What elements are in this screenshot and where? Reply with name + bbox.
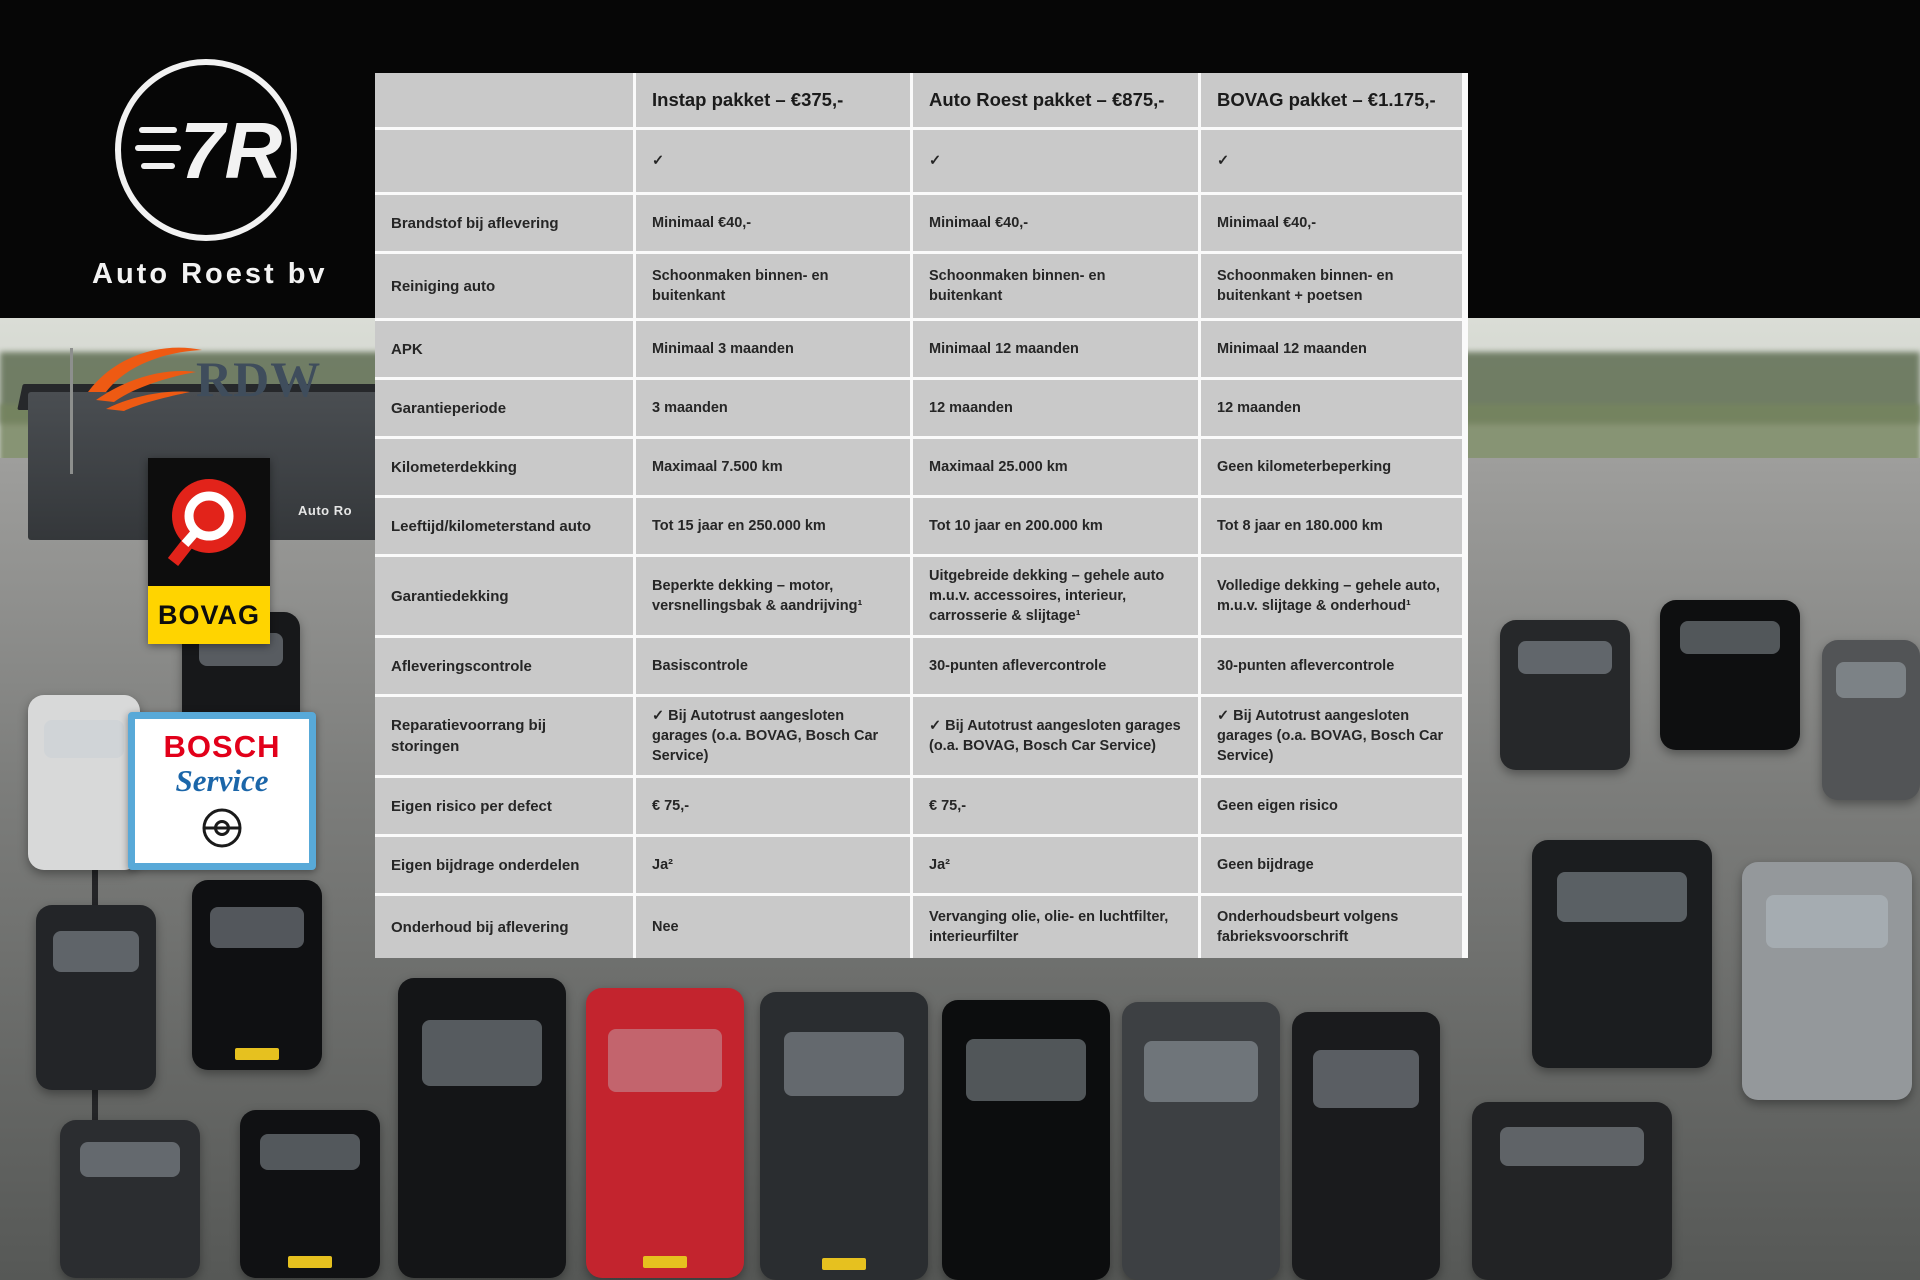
row-label: Afleveringscontrole	[375, 638, 633, 694]
row-label: Kilometerdekking	[375, 439, 633, 495]
license-plate	[822, 1258, 866, 1270]
car-silhouette	[192, 880, 322, 1070]
car-silhouette	[1292, 1012, 1440, 1280]
table-cell: Schoonmaken binnen- en buitenkant	[913, 254, 1198, 318]
table-cell: Maximaal 7.500 km	[636, 439, 910, 495]
rdw-logo	[82, 336, 321, 422]
row-label: Garantiedekking	[375, 557, 633, 635]
table-cell: ✓	[913, 130, 1198, 192]
row-label: Reparatievoorrang bij storingen	[375, 697, 633, 775]
table-cell: ✓ Bij Autotrust aangesloten garages (o.a. BOVAG, Bosch Car Service)	[1201, 697, 1462, 775]
table-cell: € 75,-	[636, 778, 910, 834]
car-silhouette	[942, 1000, 1110, 1280]
table-cell: Onderhoudsbeurt volgens fabrieksvoorschrift	[1201, 896, 1462, 958]
row-label: Eigen bijdrage onderdelen	[375, 837, 633, 893]
car-silhouette	[36, 905, 156, 1090]
table-cell: ✓ Bij Autotrust aangesloten garages (o.a. BOVAG, Bosch Car Service)	[913, 697, 1198, 775]
table-cell: 30-punten aflevercontrole	[1201, 638, 1462, 694]
package-comparison-table	[375, 73, 1468, 958]
car-silhouette	[240, 1110, 380, 1278]
table-cell: Geen bijdrage	[1201, 837, 1462, 893]
bosch-wordmark: BOSCH	[163, 729, 281, 764]
table-cell: ✓ Bij Autotrust aangesloten garages (o.a. BOVAG, Bosch Car Service)	[636, 697, 910, 775]
row-label: Brandstof bij aflevering	[375, 195, 633, 251]
column-header	[375, 73, 633, 127]
row-label: Eigen risico per defect	[375, 778, 633, 834]
car-silhouette	[28, 695, 140, 870]
license-plate	[643, 1256, 687, 1268]
car-silhouette	[760, 992, 928, 1280]
bosch-service-logo	[128, 712, 316, 870]
row-label: Garantieperiode	[375, 380, 633, 436]
table-cell: Nee	[636, 896, 910, 958]
table-cell: ✓	[636, 130, 910, 192]
table-cell: Minimaal €40,-	[1201, 195, 1462, 251]
building-sign: Auto Ro	[298, 503, 353, 518]
bosch-armature-icon	[199, 805, 245, 851]
table-cell: Maximaal 25.000 km	[913, 439, 1198, 495]
table-cell: Tot 10 jaar en 200.000 km	[913, 498, 1198, 554]
table-cell: Minimaal €40,-	[636, 195, 910, 251]
table-cell: Schoonmaken binnen- en buitenkant + poetsen	[1201, 254, 1462, 318]
car-silhouette	[586, 988, 744, 1278]
table-cell: 3 maanden	[636, 380, 910, 436]
car-silhouette	[1532, 840, 1712, 1068]
table-cell: Minimaal 12 maanden	[913, 321, 1198, 377]
table-cell: Volledige dekking – gehele auto, m.u.v. slijtage & onderhoud¹	[1201, 557, 1462, 635]
table-cell: Minimaal 12 maanden	[1201, 321, 1462, 377]
car-silhouette	[1122, 1002, 1280, 1280]
table-cell: Minimaal €40,-	[913, 195, 1198, 251]
flagpole	[70, 348, 73, 474]
table-cell: Tot 15 jaar en 250.000 km	[636, 498, 910, 554]
table-cell: Vervanging olie, olie- en luchtfilter, interieurfilter	[913, 896, 1198, 958]
bovag-emblem-icon	[148, 458, 270, 586]
car-silhouette	[1500, 620, 1630, 770]
bovag-wordmark: BOVAG	[148, 586, 270, 644]
car-silhouette	[398, 978, 566, 1278]
table-cell: Minimaal 3 maanden	[636, 321, 910, 377]
car-silhouette	[1660, 600, 1800, 750]
table-cell: Ja²	[913, 837, 1198, 893]
auto-roest-wordmark: Auto Roest bv	[92, 258, 328, 290]
car-silhouette	[1742, 862, 1912, 1100]
table-cell: Tot 8 jaar en 180.000 km	[1201, 498, 1462, 554]
table-cell: Schoonmaken binnen- en buitenkant	[636, 254, 910, 318]
license-plate	[288, 1256, 332, 1268]
table-cell: Geen kilometerbeperking	[1201, 439, 1462, 495]
car-silhouette	[60, 1120, 200, 1278]
bosch-service-wordmark: Service	[175, 763, 269, 798]
auto-roest-monogram: 7R	[180, 106, 283, 195]
table-cell: 12 maanden	[1201, 380, 1462, 436]
row-label: Leeftijd/kilometerstand auto	[375, 498, 633, 554]
table-cell: Geen eigen risico	[1201, 778, 1462, 834]
row-label: Onderhoud bij aflevering	[375, 896, 633, 958]
bovag-logo	[148, 458, 270, 644]
auto-roest-logo	[108, 52, 304, 253]
table-cell: 12 maanden	[913, 380, 1198, 436]
car-silhouette	[1472, 1102, 1672, 1280]
table-cell: 30-punten aflevercontrole	[913, 638, 1198, 694]
auto-roest-logo-mark	[108, 52, 304, 248]
row-label: APK	[375, 321, 633, 377]
column-header-bovag: BOVAG pakket – €1.175,-	[1201, 73, 1462, 127]
car-silhouette	[1822, 640, 1920, 800]
row-label: Reiniging auto	[375, 254, 633, 318]
license-plate	[235, 1048, 279, 1060]
rdw-swoosh-icon	[82, 336, 210, 422]
table-cell: Uitgebreide dekking – gehele auto m.u.v. accessoires, interieur, carrosserie & slijtage¹	[913, 557, 1198, 635]
row-label	[375, 130, 633, 192]
table-cell: ✓	[1201, 130, 1462, 192]
table-cell: Basiscontrole	[636, 638, 910, 694]
table-cell: Ja²	[636, 837, 910, 893]
column-header-auto-roest: Auto Roest pakket – €875,-	[913, 73, 1198, 127]
column-header-instap: Instap pakket – €375,-	[636, 73, 910, 127]
table-cell: Beperkte dekking – motor, versnellingsbak & aandrijving¹	[636, 557, 910, 635]
rdw-wordmark: RDW	[196, 351, 322, 407]
table-cell: € 75,-	[913, 778, 1198, 834]
